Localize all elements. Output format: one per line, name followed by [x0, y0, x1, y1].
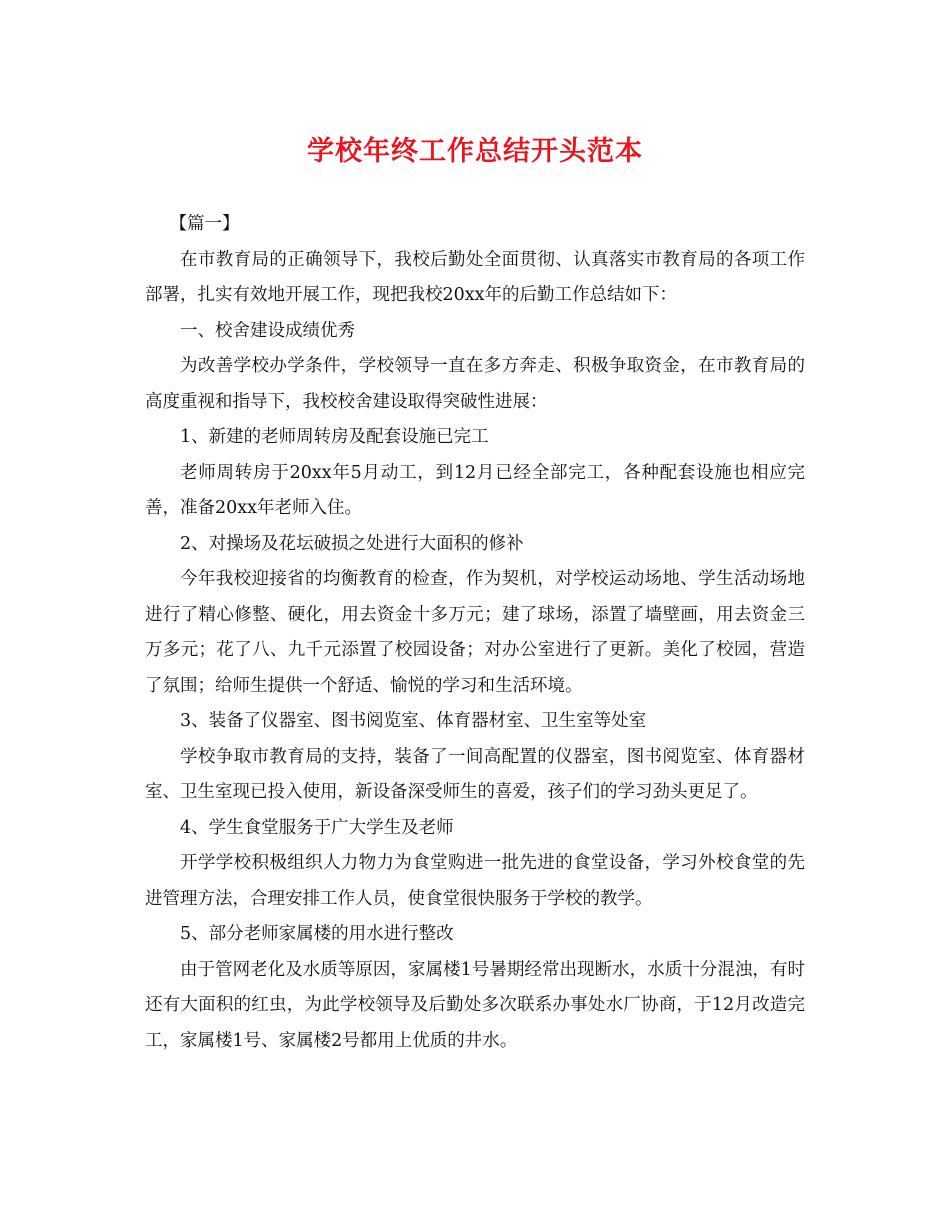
paragraph-item-2: 今年我校迎接省的均衡教育的检查，作为契机，对学校运动场地、学生活动场地进行了精心修整、硬化，用去资金十多万元；建了球场，添置了墙壁画，用去资金三万多元；花了八、九千元添置了校园设备；对办公室进行了更新。美化了校园，营造了氛围；给师生提供一个舒适、愉悦的学习和生活环境。	[145, 569, 805, 696]
subheading-item-1: 1、新建的老师周转房及配套设施已完工	[180, 427, 489, 447]
document-body	[145, 207, 805, 1059]
document-title: 学校年终工作总结开头范本	[307, 136, 643, 167]
paragraph-item-5: 由于管网老化及水质等原因，家属楼1号暑期经常出现断水，水质十分混浊，有时还有大面积的红虫，为此学校领导及后勤处多次联系办事处水厂协商，于12月改造完工，家属楼1号、家属楼2号都用上优质的井水。	[145, 959, 805, 1051]
paragraph-intro: 在市教育局的正确领导下，我校后勤处全面贯彻、认真落实市教育局的各项工作部署，扎实有效地开展工作，现把我校20xx年的后勤工作总结如下：	[145, 249, 805, 305]
subheading-item-2: 2、对操场及花坛破损之处进行大面积的修补	[180, 533, 524, 554]
heading-section-1: 一、校舍建设成绩优秀	[180, 320, 355, 341]
paragraph-item-3: 学校争取市教育局的支持，装备了一间高配置的仪器室，图书阅览室、体育器材室、卫生室现已投入使用，新设备深受师生的喜爱，孩子们的学习劲头更足了。	[145, 746, 805, 802]
subheading-item-4: 4、学生食堂服务于广大学生及老师	[180, 817, 454, 838]
subheading-item-5: 5、部分老师家属楼的用水进行整改	[180, 924, 454, 944]
paragraph-section-1: 为改善学校办学条件，学校领导一直在多方奔走、积极争取资金，在市教育局的高度重视和指导下，我校校舍建设取得突破性进展：	[145, 356, 805, 412]
paragraph-item-4: 开学学校积极组织人力物力为食堂购进一批先进的食堂设备，学习外校食堂的先进管理方法，合理安排工作人员，使食堂很快服务于学校的教学。	[145, 853, 805, 909]
paragraph-item-1: 老师周转房于20xx年5月动工，到12月已经全部完工，各种配套设施也相应完善，准备20xx年老师入住。	[145, 462, 805, 518]
subheading-item-3: 3、装备了仪器室、图书阅览室、体育器材室、卫生室等处室	[180, 711, 647, 731]
section-marker: 【篇一】	[169, 214, 240, 234]
